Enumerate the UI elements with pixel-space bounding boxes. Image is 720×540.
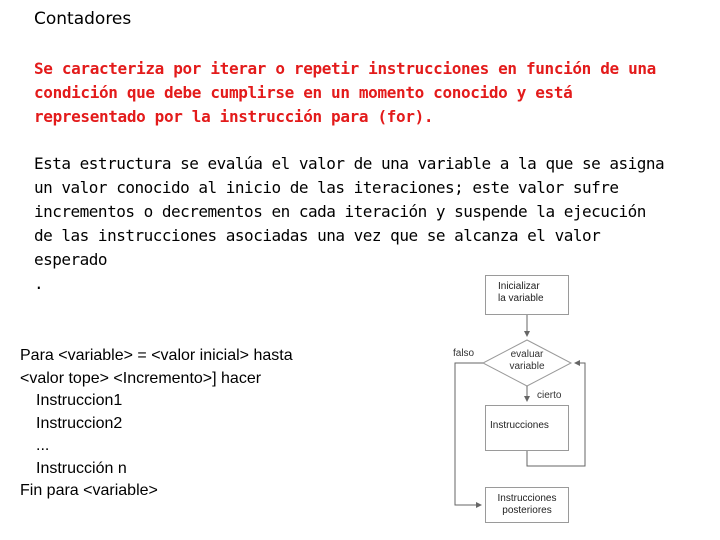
flowchart-init-box <box>485 275 569 315</box>
description-line: un valor conocido al inicio de las iteraciones; este valor sufre <box>34 178 619 197</box>
pseudocode-line: <valor tope> <Incremento>] hacer <box>20 369 262 387</box>
pseudocode-line: Para <variable> = <valor inicial> hasta <box>20 347 293 364</box>
decision-label <box>501 349 553 373</box>
description-paragraph <box>34 152 710 296</box>
post-label-line: Instrucciones <box>497 493 557 504</box>
flowchart-post-box <box>485 487 569 523</box>
pseudocode-line: Fin para <variable> <box>20 482 158 499</box>
pseudocode-block <box>20 345 293 503</box>
pseudocode-line: ... <box>36 437 50 454</box>
post-label-line: posteriores <box>502 505 552 516</box>
description-line: de las instrucciones asociadas una vez que se alcanza el valor <box>34 226 601 245</box>
pseudocode-line: Instrucción n <box>36 459 127 477</box>
intro-line: condición que debe cumplirse en un momento conocido y está <box>34 83 573 102</box>
pseudocode-line: Instruccion2 <box>36 414 123 432</box>
init-label-line: Inicializar <box>498 281 540 292</box>
intro-line: Se caracteriza por iterar o repetir instrucciones en función de una <box>34 59 656 78</box>
false-label: falso <box>453 348 475 359</box>
intro-line: representado por la instrucción para (for). <box>34 107 434 126</box>
description-line: esperado <box>34 250 108 269</box>
description-line: Esta estructura se evalúa el valor de una variable a la que se asigna <box>34 154 665 173</box>
description-line: . <box>34 274 44 293</box>
arrow-false-branch <box>455 363 483 505</box>
intro-paragraph <box>34 57 704 129</box>
description-line: incrementos o decrementos en cada iteración y suspende la ejecución <box>34 202 646 221</box>
pseudocode-line: Instruccion1 <box>36 392 123 409</box>
init-label-line: la variable <box>498 293 544 304</box>
decision-label-line: variable <box>509 361 545 372</box>
true-label: cierto <box>537 390 562 401</box>
for-loop-flowchart <box>445 270 595 530</box>
flowchart-instructions-box: Instrucciones <box>485 405 569 451</box>
decision-label-line: evaluar <box>510 349 544 360</box>
page-title: Contadores <box>34 9 132 29</box>
